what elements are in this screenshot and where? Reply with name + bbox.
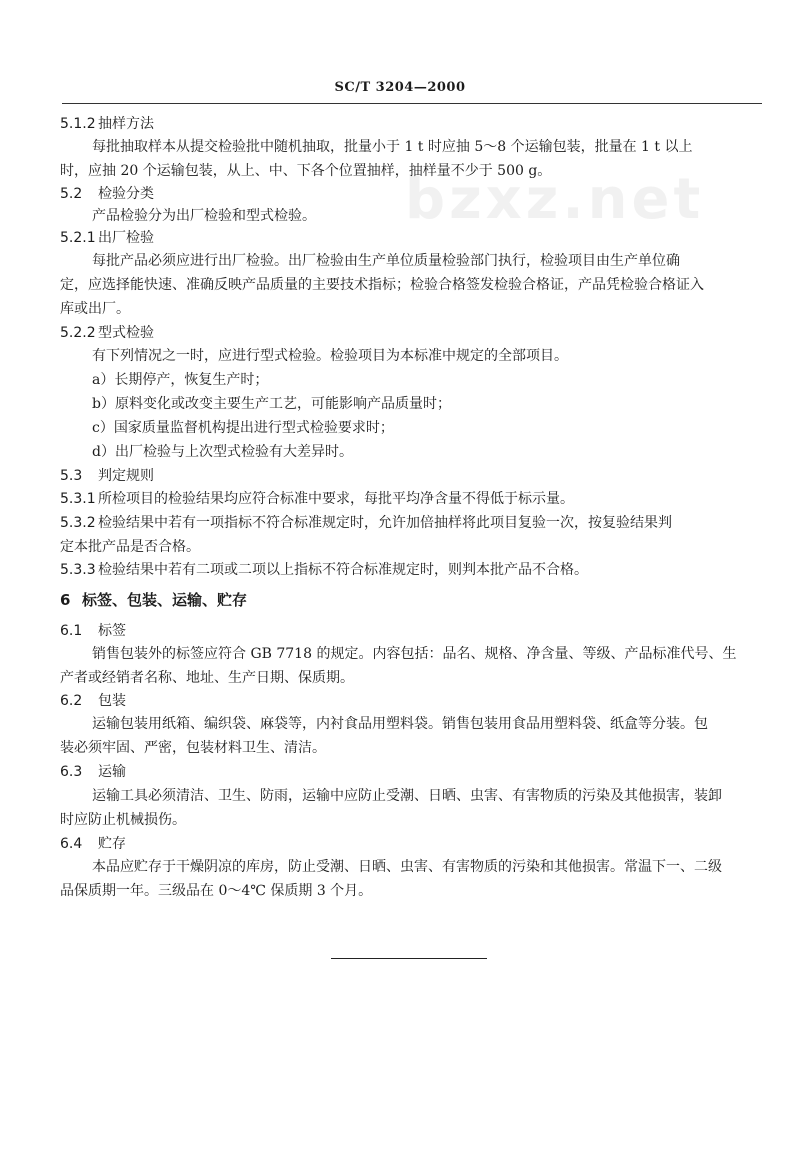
clause-number: 5.2 <box>60 186 83 202</box>
clause-title: 出厂检验 <box>98 230 154 246</box>
paragraph-line: 运输工具必须清洁、卫生、防雨，运输中应防止受潮、日晒、虫害、有害物质的污染及其他损害，装卸 <box>92 788 722 804</box>
clause-heading <box>60 466 154 486</box>
clause-heading <box>60 621 126 641</box>
clause-heading <box>60 762 126 782</box>
clause-title: 检验分类 <box>98 186 154 202</box>
clause-number: 5.2.1 <box>60 230 96 246</box>
end-of-document-rule <box>331 958 487 959</box>
paragraph-line: 运输包装用纸箱、编织袋、麻袋等，内衬食品用塑料袋。销售包装用食品用塑料袋、纸盒等分装。包 <box>92 716 708 732</box>
clause-number: 6 <box>60 591 71 609</box>
paragraph-line: b）原料变化或改变主要生产工艺，可能影响产品质量时； <box>92 396 451 412</box>
clause-heading <box>60 489 574 509</box>
watermark: bzxz.net <box>405 167 705 232</box>
clause-heading <box>60 323 154 343</box>
clause-heading <box>60 834 126 854</box>
paragraph-line: 销售包装外的标签应符合 GB 7718 的规定。内容包括：品名、规格、净含量、等级、产品标准代号、生 <box>92 646 737 662</box>
paragraph-line: d）出厂检验与上次型式检验有大差异时。 <box>92 444 353 460</box>
paragraph-continuation-line: 装必须牢固、严密，包装材料卫生、清洁。 <box>60 740 326 756</box>
clause-title: 型式检验 <box>98 325 154 341</box>
clause-title: 包装 <box>98 693 126 709</box>
clause-title: 所检项目的检验结果均应符合标准中要求，每批平均净含量不得低于标示量。 <box>98 491 574 507</box>
clause-heading <box>60 184 154 204</box>
clause-title: 贮存 <box>98 836 126 852</box>
clause-number: 5.2.2 <box>60 325 96 341</box>
clause-heading <box>60 228 154 248</box>
clause-number: 6.3 <box>60 764 83 780</box>
clause-number: 6.2 <box>60 693 83 709</box>
paragraph-line: 本品应贮存于干燥阴凉的库房，防止受潮、日晒、虫害、有害物质的污染和其他损害。常温下一、二级 <box>92 859 722 875</box>
clause-heading <box>60 114 154 134</box>
clause-number: 5.3 <box>60 468 83 484</box>
clause-title: 抽样方法 <box>98 116 154 132</box>
paragraph-continuation-line: 时，应抽 20 个运输包装，从上、中、下各个位置抽样，抽样量不少于 500 g。 <box>60 163 552 179</box>
clause-heading <box>60 691 126 711</box>
clause-title: 标签 <box>98 623 126 639</box>
header-rule <box>62 103 762 104</box>
clause-title: 标签、包装、运输、贮存 <box>82 591 248 609</box>
clause-heading <box>60 560 588 580</box>
clause-number: 5.3.2 <box>60 515 96 531</box>
clause-number: 6.4 <box>60 836 83 852</box>
paragraph-continuation-line: 定，应选择能快速、准确反映产品质量的主要技术指标；检验合格签发检验合格证，产品凭检验合格证入 <box>60 277 704 293</box>
paragraph-line: a）长期停产，恢复生产时； <box>92 372 269 388</box>
paragraph-continuation-line: 定本批产品是否合格。 <box>60 539 200 555</box>
paragraph-continuation-line: 品保质期一年。三级品在 0～4℃ 保质期 3 个月。 <box>60 883 373 899</box>
paragraph-line: c）国家质量监督机构提出进行型式检验要求时； <box>92 420 394 436</box>
paragraph-line: 产品检验分为出厂检验和型式检验。 <box>92 208 316 224</box>
paragraph-line: 每批产品必须应进行出厂检验。出厂检验由生产单位质量检验部门执行，检验项目由生产单位确 <box>92 253 680 269</box>
clause-title: 运输 <box>98 764 126 780</box>
paragraph-line: 有下列情况之一时，应进行型式检验。检验项目为本标准中规定的全部项目。 <box>92 348 568 364</box>
clause-number: 5.1.2 <box>60 116 96 132</box>
clause-heading <box>60 513 672 533</box>
paragraph-continuation-line: 时应防止机械损伤。 <box>60 812 186 828</box>
paragraph-continuation-line: 产者或经销者名称、地址、生产日期、保质期。 <box>60 670 354 686</box>
paragraph-continuation-line: 库或出厂。 <box>60 301 130 317</box>
paragraph-line: 每批抽取样本从提交检验批中随机抽取，批量小于 1 t 时应抽 5～8 个运输包装，批量在 1 t 以上 <box>92 139 693 155</box>
clause-title: 检验结果中若有二项或二项以上指标不符合标准规定时，则判本批产品不合格。 <box>98 562 588 578</box>
clause-title: 检验结果中若有一项指标不符合标准规定时，允许加倍抽样将此项目复验一次，按复验结果判 <box>98 515 672 531</box>
clause-number: 5.3.3 <box>60 562 96 578</box>
chapter-heading <box>60 590 247 610</box>
standard-code-header: SC/T 3204—2000 <box>334 80 466 95</box>
clause-number: 5.3.1 <box>60 491 96 507</box>
clause-number: 6.1 <box>60 623 83 639</box>
clause-title: 判定规则 <box>98 468 154 484</box>
